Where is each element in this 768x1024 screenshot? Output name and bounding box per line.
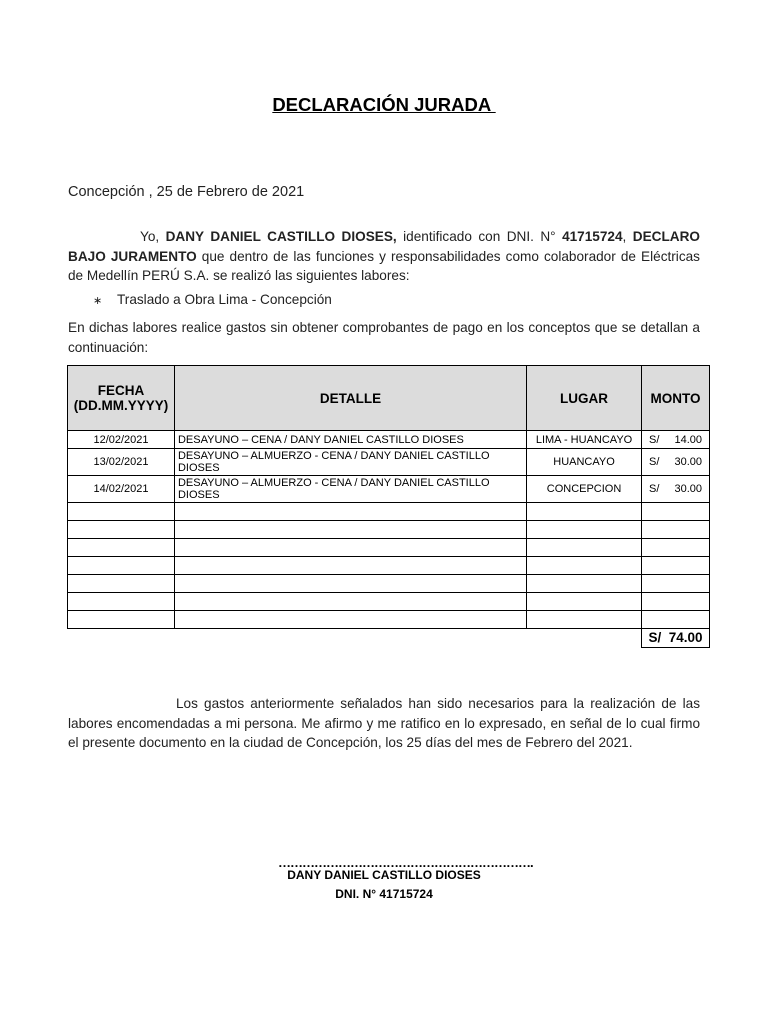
empty-row: [68, 593, 710, 611]
row-amount: S/ 30.00: [641, 449, 709, 476]
closing-paragraph: Los gastos anteriormente señalados han sido necesarios para la realización de las labores encomendadas a mi persona. Me afirmo y me ratifico en lo expresado, en señal de lo cual firmo el presente documento en la ciudad de Concepción, los 25 días del mes de Febrero del 2021.: [68, 696, 700, 750]
row-date: 14/02/2021: [68, 476, 175, 503]
signatory-name: DANY DANIEL CASTILLO DIOSES: [287, 868, 481, 882]
table-header-row: [68, 366, 710, 431]
table-row: [68, 476, 710, 503]
empty-row: [68, 557, 710, 575]
empty-row: [68, 575, 710, 593]
row-detail: DESAYUNO – ALMUERZO - CENA / DANY DANIEL CASTILLO DIOSES: [174, 449, 526, 476]
row-amount: S/ 30.00: [641, 476, 709, 503]
labor-item: Traslado a Obra Lima - Concepción: [117, 292, 332, 307]
declarant-name: DANY DANIEL CASTILLO DIOSES,: [165, 229, 397, 244]
header-monto: MONTO: [641, 366, 709, 431]
bullet-mark: ∗: [93, 295, 103, 307]
signature-line: ……………………………………………………….: [278, 855, 533, 870]
empty-row: [68, 521, 710, 539]
table-row: [68, 431, 710, 449]
table-row: [68, 449, 710, 476]
empty-row: [68, 611, 710, 629]
total-amount: S/ 74.00: [641, 629, 709, 648]
place-date: Concepción , 25 de Febrero de 2021: [68, 184, 305, 200]
row-detail: DESAYUNO – CENA / DANY DANIEL CASTILLO DIOSES: [174, 431, 526, 449]
declarant-dni: 41715724: [562, 229, 623, 244]
header-lugar: LUGAR: [527, 366, 642, 431]
empty-row: [68, 503, 710, 521]
row-date: 12/02/2021: [68, 431, 175, 449]
row-date: 13/02/2021: [68, 449, 175, 476]
signatory-dni: DNI. N° 41715724: [335, 887, 433, 901]
header-detalle: DETALLE: [174, 366, 526, 431]
row-place: CONCEPCION: [527, 476, 642, 503]
row-place: HUANCAYO: [527, 449, 642, 476]
total-row: [68, 629, 710, 648]
expenses-intro: En dichas labores realice gastos sin obtener comprobantes de pago en los conceptos que se detallan a continuación:: [68, 320, 700, 355]
declaro-bajo-juramento: DECLARO BAJO JURAMENTO: [68, 229, 700, 264]
labor-bullet: [93, 292, 332, 307]
expenses-table: [67, 365, 710, 648]
row-amount: S/ 14.00: [641, 431, 709, 449]
row-place: LIMA - HUANCAYO: [527, 431, 642, 449]
document-title: DECLARACIÓN JURADA: [272, 94, 496, 115]
row-detail: DESAYUNO – ALMUERZO - CENA / DANY DANIEL CASTILLO DIOSES: [174, 476, 526, 503]
declaration-paragraph: Yo, DANY DANIEL CASTILLO DIOSES, identificado con DNI. N° 41715724, DECLARO BAJO JURAMENTO que dentro de las funciones y responsabilidades como colaborador de Eléctricas de Medellín PERÚ S.A. se realizó las siguientes labores:: [68, 229, 700, 283]
header-fecha: FECHA (DD.MM.YYYY): [68, 366, 175, 431]
empty-row: [68, 539, 710, 557]
